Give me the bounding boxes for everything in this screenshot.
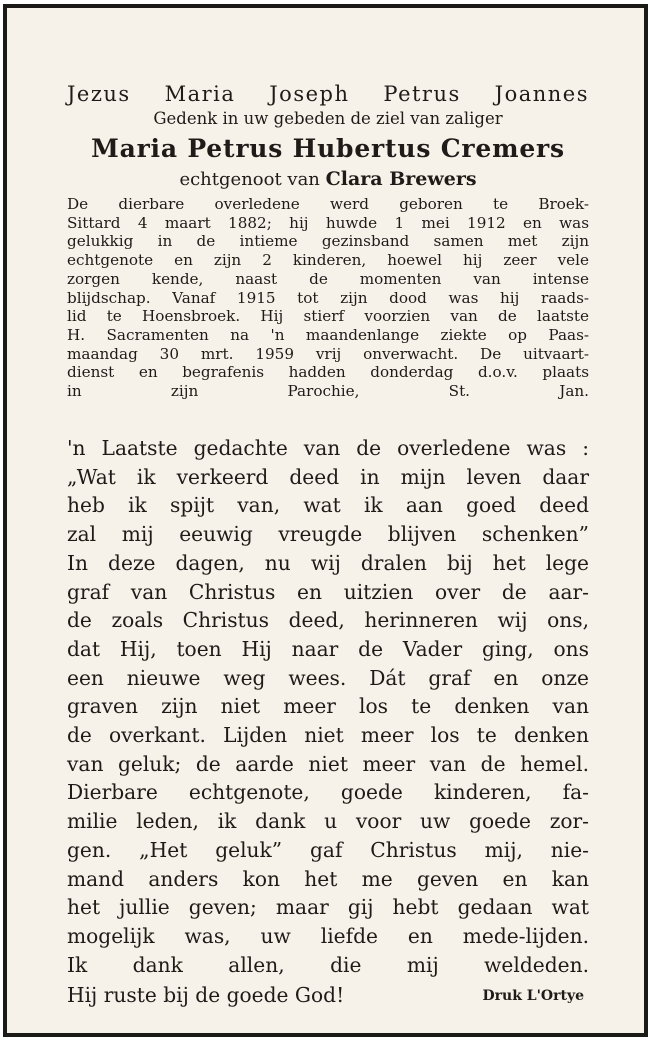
text-line: Dierbare echtgenote, goede kinderen, fa-: [67, 780, 589, 805]
spouse-line: [67, 168, 589, 190]
memorial-card: [3, 4, 648, 1037]
text-line: heb ik spijt van, wat ik aan goed deed: [67, 493, 589, 518]
text-line: graf van Christus en uitzien over de aar-: [67, 579, 589, 604]
closing-line: Hij ruste bij de goede God!: [67, 983, 345, 1007]
text-line: graven zijn niet meer los te denken van: [67, 694, 589, 719]
bio-line: echtgenote en zijn 2 kinderen, hoewel hij zeer vele: [67, 251, 589, 270]
bio-line: De dierbare overledene werd geboren te Broek-: [67, 195, 589, 213]
spouse-name: Clara Brewers: [325, 168, 477, 190]
text-line: Ik dank allen, die mij weldeden.: [67, 952, 589, 977]
text-line: dat Hij, toen Hij naar de Vader ging, ons: [67, 636, 589, 661]
text-line: 'n Laatste gedachte van de overledene was :: [67, 436, 589, 460]
bio-line: H. Sacramenten na 'n maandenlange ziekte op Paas-: [67, 325, 589, 344]
bio-line: Sittard 4 maart 1882; hij huwde 1 mei 1912 en was: [67, 213, 589, 232]
bio-line: in zijn Parochie, St. Jan.: [67, 382, 589, 400]
text-line: milie leden, ik dank u voor uw goede zor-: [67, 809, 589, 834]
text-line: de zoals Christus deed, herinneren wij ons,: [67, 608, 589, 633]
spouse-prefix: echtgenoot van: [179, 169, 320, 190]
text-line: van geluk; de aarde niet meer van de hemel.: [67, 751, 589, 776]
text-line: de overkant. Lijden niet meer los te denken: [67, 723, 589, 747]
text-line: een nieuwe weg wees. Dát graf en onze: [67, 665, 589, 690]
printer-mark: Druk L'Ortye: [482, 988, 584, 1004]
bio-line: lid te Hoensbroek. Hij stierf voorzien van de laatste: [67, 307, 589, 326]
bio-line: gelukkig in de intieme gezinsband samen met zijn: [67, 232, 589, 251]
bio-line: dienst en begrafenis hadden donderdag d.o.v. plaats: [67, 363, 589, 382]
deceased-name: Maria Petrus Hubertus Cremers: [91, 134, 565, 163]
text-line: zal mij eeuwig vreugde blijven schenken”: [67, 522, 589, 547]
text-line: mogelijk was, uw liefde en mede-lijden.: [67, 923, 589, 948]
text-line: „Wat ik verkeerd deed in mijn leven daar: [67, 464, 589, 489]
header-names: Jezus Maria Joseph Petrus Joannes: [67, 82, 589, 106]
bio-line: blijdschap. Vanaf 1915 tot zijn dood was hij raads-: [67, 288, 589, 307]
text-line: In deze dagen, nu wij dralen bij het lege: [67, 550, 589, 575]
text-line: het jullie geven; maar gij hebt gedaan wat: [67, 895, 589, 920]
bio-line: maandag 30 mrt. 1959 vrij onverwacht. De uitvaart-: [67, 344, 589, 363]
bio-line: zorgen kende, naast de momenten van intense: [67, 269, 589, 288]
remembrance-line: Gedenk in uw gebeden de ziel van zaliger: [153, 109, 503, 128]
text-line: gen. „Het geluk” gaf Christus mij, nie-: [67, 837, 589, 862]
text-line: mand anders kon het me geven en kan: [67, 866, 589, 891]
